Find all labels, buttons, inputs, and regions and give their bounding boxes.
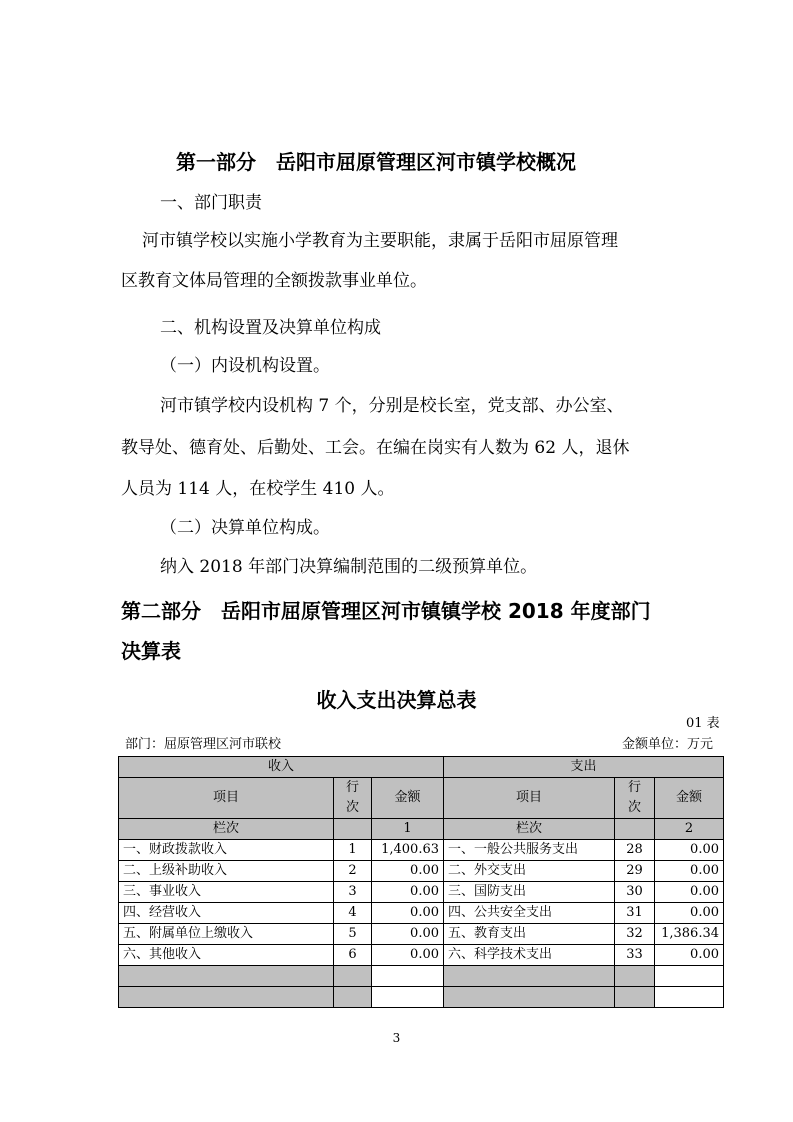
table-row xyxy=(119,882,724,903)
income-line: 4 xyxy=(334,903,372,924)
section2-subheading-1: （一）内设机构设置。 xyxy=(160,356,330,376)
expense-item: 一、一般公共服务支出 xyxy=(444,840,615,861)
empty-cell xyxy=(119,966,334,987)
empty-cell xyxy=(655,987,724,1008)
expense-item: 二、外交支出 xyxy=(444,861,615,882)
expense-item-header: 项目 xyxy=(444,778,615,819)
empty-cell xyxy=(372,966,444,987)
table-row-empty xyxy=(119,987,724,1008)
expense-line: 31 xyxy=(615,903,655,924)
section2-heading: 二、机构设置及决算单位构成 xyxy=(160,318,381,338)
income-amount: 0.00 xyxy=(372,882,444,903)
table-number: 01 表 xyxy=(686,716,720,731)
expense-line-header: 行次 xyxy=(615,778,655,819)
income-amount: 0.00 xyxy=(372,903,444,924)
expense-amount: 0.00 xyxy=(655,882,724,903)
part2-title-line2: 决算表 xyxy=(121,639,181,663)
section1-paragraph-line1: 河市镇学校以实施小学教育为主要职能，隶属于岳阳市屈原管理 xyxy=(142,231,618,251)
expense-col-index: 2 xyxy=(655,819,724,840)
income-item: 五、附属单位上缴收入 xyxy=(119,924,334,945)
empty-cell xyxy=(372,987,444,1008)
empty-cell xyxy=(615,966,655,987)
expense-amount: 0.00 xyxy=(655,840,724,861)
table-row xyxy=(119,945,724,966)
income-item: 二、上级补助收入 xyxy=(119,861,334,882)
income-line-header: 行次 xyxy=(334,778,372,819)
income-amount: 0.00 xyxy=(372,924,444,945)
expense-amount: 0.00 xyxy=(655,861,724,882)
section2-subheading-2: （二）决算单位构成。 xyxy=(160,518,330,538)
unit-label: 金额单位：万元 xyxy=(622,737,714,752)
empty-cell xyxy=(615,987,655,1008)
part1-title: 第一部分 岳阳市屈原管理区河市镇学校概况 xyxy=(176,150,576,174)
expense-line: 29 xyxy=(615,861,655,882)
section1-heading: 一、部门职责 xyxy=(160,193,262,213)
income-amount: 0.00 xyxy=(372,861,444,882)
income-item: 一、财政拨款收入 xyxy=(119,840,334,861)
page-number: 3 xyxy=(392,1031,401,1045)
income-col-label: 栏次 xyxy=(119,819,334,840)
expense-line: 28 xyxy=(615,840,655,861)
empty-cell xyxy=(334,987,372,1008)
expense-col-blank xyxy=(615,819,655,840)
section2-paragraph1-line3: 人员为 114 人，在校学生 410 人。 xyxy=(121,479,395,499)
table-title: 收入支出决算总表 xyxy=(316,688,477,712)
empty-cell xyxy=(119,987,334,1008)
table-row xyxy=(119,840,724,861)
section2-paragraph1-line2: 教导处、德育处、后勤处、工会。在编在岗实有人数为 62 人，退休 xyxy=(121,438,630,458)
section2-paragraph1-line1: 河市镇学校内设机构 7 个，分别是校长室，党支部、办公室、 xyxy=(160,396,624,416)
section2-paragraph2: 纳入 2018 年部门决算编制范围的二级预算单位。 xyxy=(160,557,538,577)
expense-col-label: 栏次 xyxy=(444,819,615,840)
empty-cell xyxy=(334,966,372,987)
expense-item: 三、国防支出 xyxy=(444,882,615,903)
income-item: 四、经营收入 xyxy=(119,903,334,924)
expense-group-header: 支出 xyxy=(444,757,724,778)
income-line: 5 xyxy=(334,924,372,945)
income-item: 六、其他收入 xyxy=(119,945,334,966)
income-amount-header: 金额 xyxy=(372,778,444,819)
income-item: 三、事业收入 xyxy=(119,882,334,903)
department-label: 部门：屈原管理区河市联校 xyxy=(125,737,282,752)
table-row xyxy=(119,924,724,945)
income-line: 2 xyxy=(334,861,372,882)
expense-amount: 0.00 xyxy=(655,945,724,966)
empty-cell xyxy=(655,966,724,987)
income-amount: 0.00 xyxy=(372,945,444,966)
table-row-empty xyxy=(119,966,724,987)
expense-item: 四、公共安全支出 xyxy=(444,903,615,924)
income-amount: 1,400.63 xyxy=(372,840,444,861)
expense-amount: 0.00 xyxy=(655,903,724,924)
income-line: 6 xyxy=(334,945,372,966)
income-line: 1 xyxy=(334,840,372,861)
expense-line: 30 xyxy=(615,882,655,903)
table-row xyxy=(119,903,724,924)
expense-line: 33 xyxy=(615,945,655,966)
expense-amount: 1,386.34 xyxy=(655,924,724,945)
table-group-header-row xyxy=(119,757,724,778)
column-index-row xyxy=(119,819,724,840)
income-col-index: 1 xyxy=(372,819,444,840)
income-item-header: 项目 xyxy=(119,778,334,819)
table-column-header-row xyxy=(119,778,724,819)
expense-item: 五、教育支出 xyxy=(444,924,615,945)
expense-line: 32 xyxy=(615,924,655,945)
expense-item: 六、科学技术支出 xyxy=(444,945,615,966)
section1-paragraph-line2: 区教育文体局管理的全额拨款事业单位。 xyxy=(121,271,427,291)
part2-title-line1: 第二部分 岳阳市屈原管理区河市镇镇学校 2018 年度部门 xyxy=(121,599,651,623)
empty-cell xyxy=(444,987,615,1008)
income-col-blank xyxy=(334,819,372,840)
income-expense-table xyxy=(118,756,724,1008)
empty-cell xyxy=(444,966,615,987)
income-group-header: 收入 xyxy=(119,757,444,778)
expense-amount-header: 金额 xyxy=(655,778,724,819)
income-line: 3 xyxy=(334,882,372,903)
table-row xyxy=(119,861,724,882)
